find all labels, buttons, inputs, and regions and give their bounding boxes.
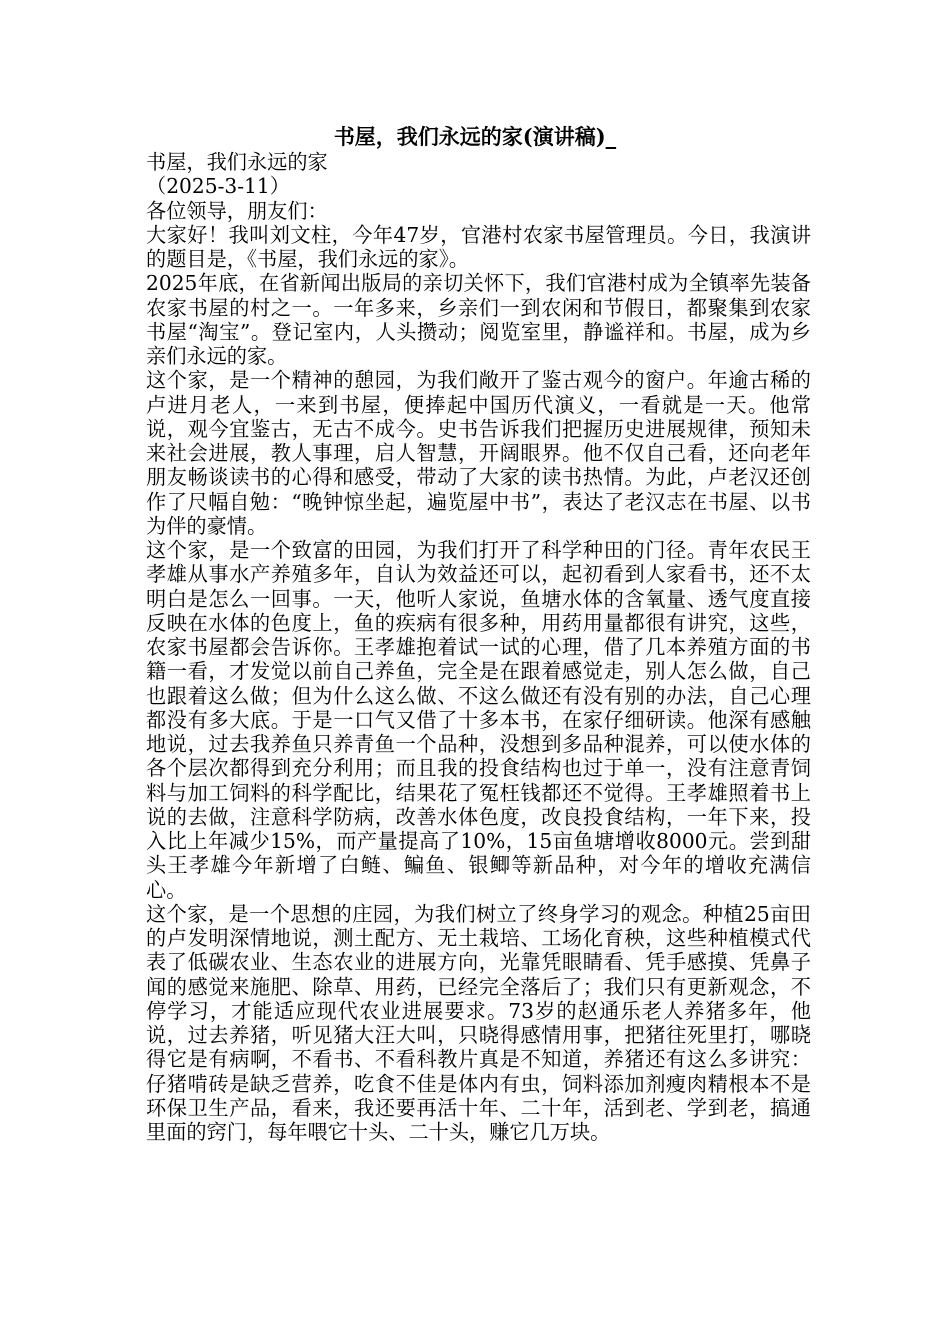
- speech-heading: 书屋，我们永远的家: [146, 150, 328, 174]
- paragraph-spiritual-garden: 这个家，是一个精神的憩园，为我们敞开了鉴古观今的窗户。年逾古稀的卢进月老人，一来到书屋，便捧起中国历代演义，一看就是一天。他常说，观今宜鉴古，无古不成今。史书告诉我们把握历史进展规律，预知未来社会进展，教人事理，启人智慧，开阔眼界。他不仅自己看，还向老年朋友畅谈读书的心得和感受，带动了大家的读书热情。为此，卢老汉还创作了尺幅自勉：“晚钟惊坐起，遍览屋中书”，表达了老汉志在书屋、以书为伴的豪情。: [146, 368, 811, 538]
- paragraph-prosperity-field: 这个家，是一个致富的田园，为我们打开了科学种田的门径。青年农民王孝雄从事水产养殖多年，自认为效益还可以，起初看到人家看书，还不太明白是怎么一回事。一天，他听人家说，鱼塘水体的含氧量、透气度直接反映在水体的色度上，鱼的疾病有很多种，用药用量都很有讲究，这些，农家书屋都会告诉你。王孝雄抱着试一试的心理，借了几本养殖方面的书籍一看，才发觉以前自己养鱼，完全是在跟着感觉走，别人怎么做，自己也跟着这么做；但为什么这么做、不这么做还有没有别的办法，自己心理都没有多大底。于是一口气又借了十多本书，在家仔细研读。他深有感触地说，过去我养鱼只养青鱼一个品种，没想到多品种混养，可以使水体的各个层次都得到充分利用；而且我的投食结构也过于单一，没有注意青饲料与加工饲料的科学配比，结果花了冤枉钱都还不觉得。王孝雄照着书上说的去做，注意科学防病，改善水体色度，改良投食结构，一年下来，投入比上年减少15%，而产量提高了10%，15亩鱼塘增收8000元。尝到甜头王孝雄今年新增了白鲢、鳊鱼、银鲫等新品种，对今年的增收充满信心。: [146, 538, 811, 902]
- document-title: 书屋，我们永远的家(演讲稿)_: [333, 124, 617, 149]
- paragraph-introduction: 大家好！我叫刘文柱，今年47岁，官港村农家书屋管理员。今日，我演讲的题目是，《书屋，我们永远的家》。: [146, 222, 811, 271]
- speech-date: （2025-3-11）: [146, 174, 290, 199]
- paragraph-background: 2025年底，在省新闻出版局的亲切关怀下，我们官港村成为全镇率先装备农家书屋的村之一。一年多来，乡亲们一到农闲和节假日，都聚集到农家书屋“淘宝”。登记室内，人头攒动；阅览室里，静谧祥和。书屋，成为乡亲们永远的家。: [146, 271, 811, 368]
- document-body: [146, 150, 811, 1144]
- speech-salutation: 各位领导，朋友们：: [146, 198, 328, 223]
- paragraph-thought-manor: 这个家，是一个思想的庄园，为我们树立了终身学习的观念。种植25亩田的卢发明深情地说，测土配方、无土栽培、工场化育秧，这些种植模式代表了低碳农业、生态农业的进展方向，光靠凭眼睛看、凭手感摸、凭鼻子闻的感觉来施肥、除草、用药，已经完全落后了；我们只有更新观念，不停学习，才能适应现代农业进展要求。73岁的赵通乐老人养猪多年，他说，过去养猪，听见猪大汪大叫，只晓得感情用事，把猪往死里打，哪晓得它是有病啊，不看书、不看科教片真是不知道，养猪还有这么多讲究：仔猪啃砖是缺乏营养，吃食不佳是体内有虫，饲料添加剂瘦肉精根本不是环保卫生产品，看来，我还要再活十年、二十年，活到老、学到老，搞通里面的窍门，每年喂它十头、二十头，赚它几万块。: [146, 901, 811, 1144]
